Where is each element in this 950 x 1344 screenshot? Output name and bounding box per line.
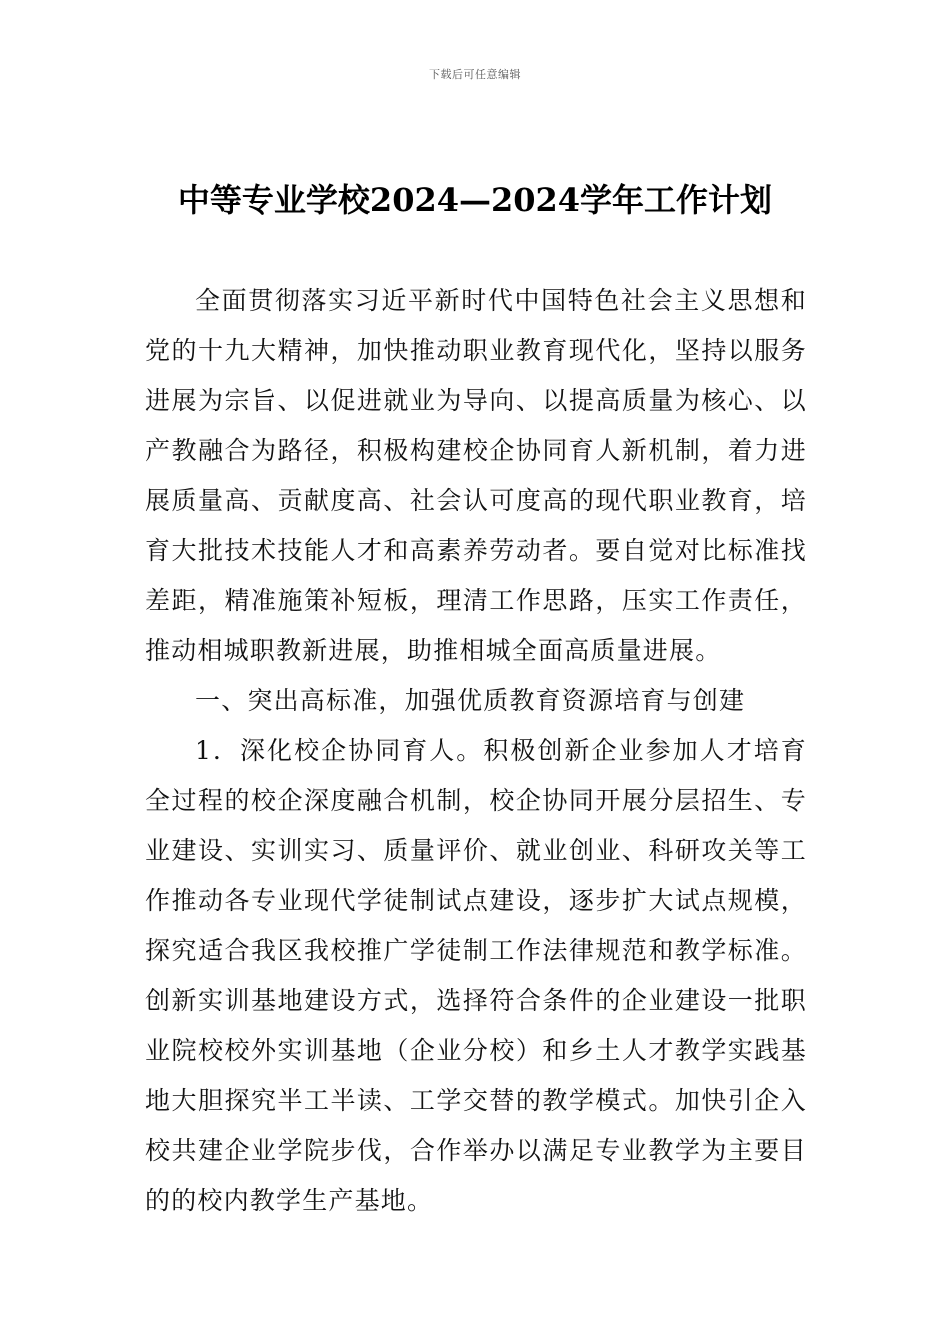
header-note: 下载后可任意编辑	[429, 68, 521, 81]
document-title: 中等专业学校2024—2024学年工作计划	[177, 181, 773, 219]
section-heading: 一、突出高标准，加强优质教育资源培育与创建	[195, 686, 746, 715]
document-body	[145, 276, 807, 1226]
body-paragraph: 1．深化校企协同育人。积极创新企业参加人才培育全过程的校企深度融合机制，校企协同开展分层招生、专业建设、实训实习、质量评价、就业创业、科研攻关等工作推动各专业现代学徒制试点建设，逐步扩大试点规模，探究适合我区我校推广学徒制工作法律规范和教学标准。创新实训基地建设方式，选择符合条件的企业建设一批职业院校校外实训基地（企业分校）和乡土人才教学实践基地大胆探究半工半读、工学交替的教学模式。加快引企入校共建企业学院步伐，合作举办以满足专业教学为主要目的的校内教学生产基地。	[145, 736, 807, 1215]
intro-paragraph: 全面贯彻落实习近平新时代中国特色社会主义思想和党的十九大精神，加快推动职业教育现代化，坚持以服务进展为宗旨、以促进就业为导向、以提高质量为核心、以产教融合为路径，积极构建校企协同育人新机制，着力进展质量高、贡献度高、社会认可度高的现代职业教育，培育大批技术技能人才和高素养劳动者。要自觉对比标准找差距，精准施策补短板，理清工作思路，压实工作责任，推动相城职教新进展，助推相城全面高质量进展。	[145, 286, 807, 665]
